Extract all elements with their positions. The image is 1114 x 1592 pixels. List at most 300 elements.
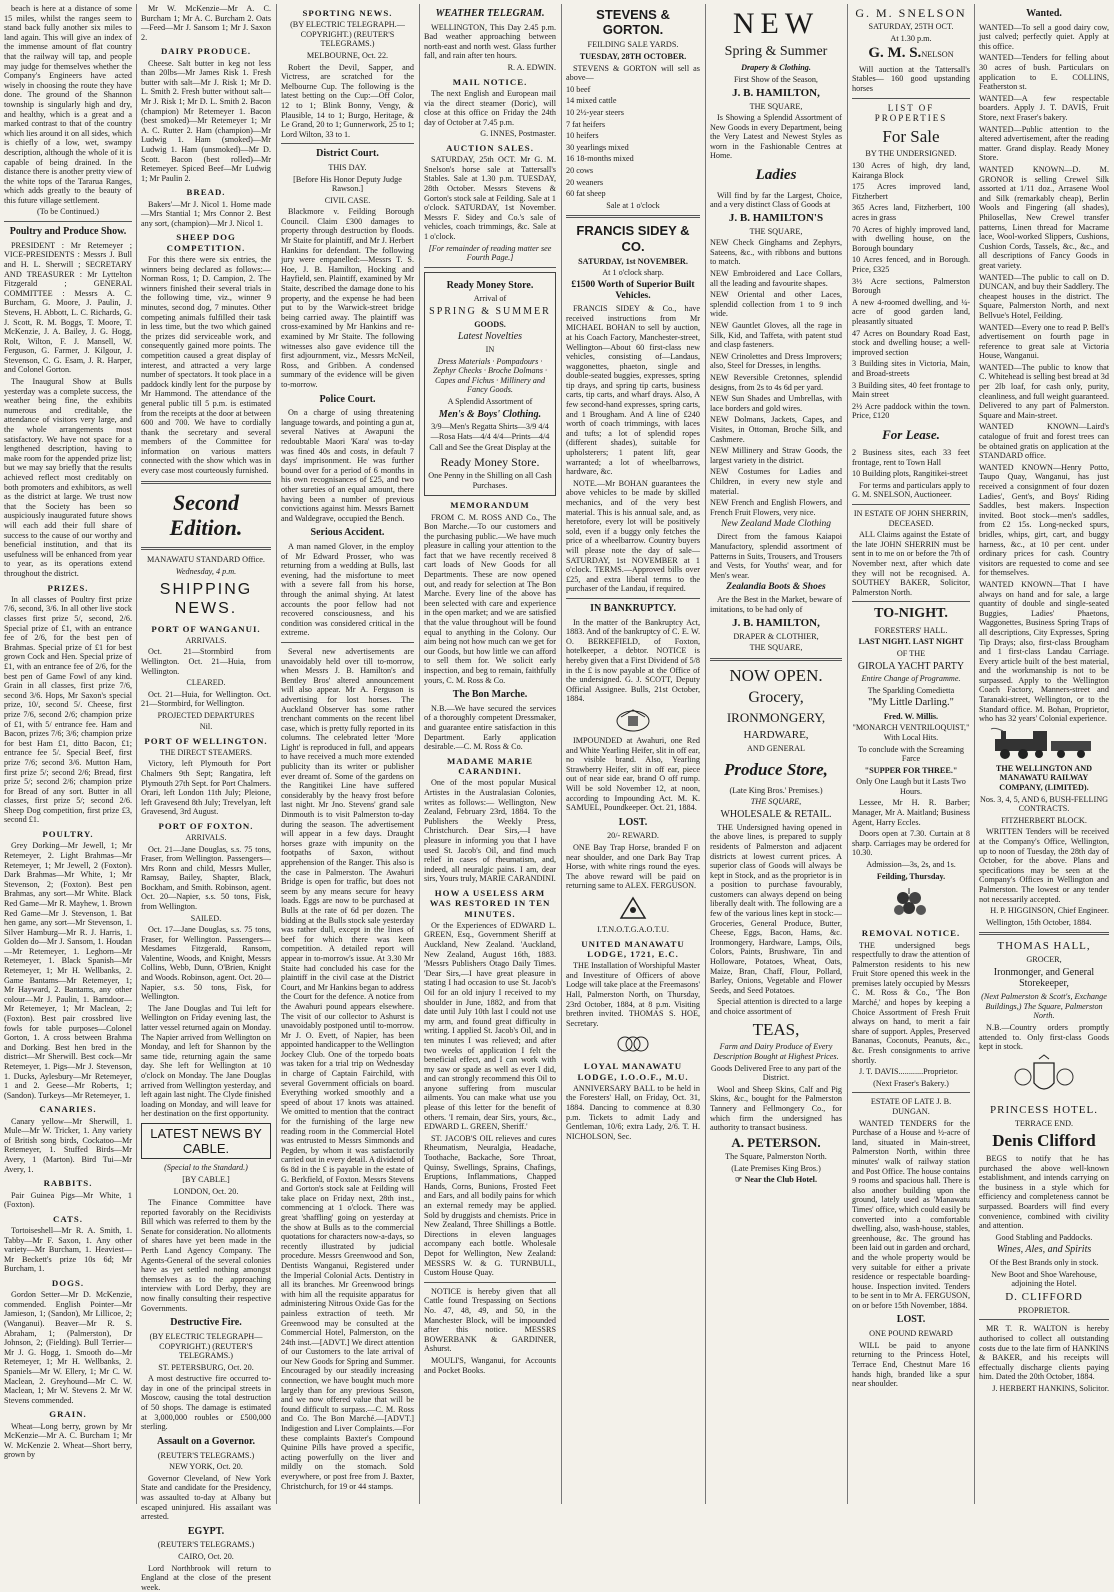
new-items-list (710, 238, 842, 517)
ad-text: To conclude with the Screaming Farce (858, 744, 964, 764)
sub-heading: ARRIVALS. (185, 636, 227, 646)
property-item: 70 Acres of highly improved land, with dwelling house, on the Borough boundary (852, 224, 970, 253)
continued-note: (To be Continued.) (37, 207, 99, 217)
divider (4, 221, 132, 222)
property-item: 10 Acres fenced, and in Borough. Price, £325 (852, 255, 970, 274)
ad-text: Of the Best Brands only in stock. (989, 1258, 1099, 1268)
stock-list (566, 85, 700, 199)
section-heading: LOST. (896, 1314, 926, 1326)
article-text: MOULI'S, Wanganui, for Accounts and Pocket Books. (424, 1355, 556, 1375)
divider (566, 598, 700, 599)
article-text: ST. JACOB'S OIL relieves and cures Rheumatism, Neuralgia, Headache, Toothache, Backache, Sore Throat, Quinsy, Swellings, Sprains, Chafings, Eruptions, Inflammations, Chapped Hands, Corns, Bunions, Frosted Feet and Ears, and all bodily pains for which an external remedy may be applied. Sold by druggists and chemists. Price in New Zealand, Three Shillings a Bottle. Directions in eleven languages accompany each bottle. Wholesale Depot for Wellington, New Zealand: MESSRS W. & G. TURNBULL, Custom House Quay. (424, 1133, 556, 1278)
ad-headline: For Sale (882, 126, 940, 146)
new-item: NEW Embroidered and Lace Collars, all the leading and favourite shapes. (710, 269, 842, 288)
ad-text: TERRACE END. (1014, 1118, 1074, 1128)
article-text: Victory, left Plymouth for Port Chalmers 9th Sept; Rangatira, left Plymouth 27th Sept. for Port Chalmers. Orari, left London 11th July; Pleione, left Gravesend 8th July; Trevelyan, left Gravesend, 3rd August. (141, 759, 271, 817)
article-text: Bakers'—Mr J. Nicol 1. Home made—Mrs Stantial 1; Mrs Connor 2. Best any sort, (champion)—Mr J. Nicol 1. (141, 199, 271, 228)
lodge-emblem-icon (613, 1031, 653, 1057)
article-text: The Inaugural Show at Bulls yesterday was a complete success, the weather being fine, the exhibits numerous and creditable, the attendance of visitors very large, and the whole arrangements most satisfactory. We have not space for a lengthened description, having to make room for the appended prize list; but we may say briefly that the results achieved reflect most creditably on both promoters and exhibitors, as well as the district at large. We trust now that the Society has been so auspiciously inaugurated future shows will each add their full share of success to the cause of our worthy and beneficial institution, and that its usefulness will be enhanced from year to year, as its operations extend throughout the district. (4, 377, 132, 578)
news-heading: Destructive Fire. (170, 1317, 242, 1329)
property-item: 175 Acres improved land, Fitzherbert (852, 182, 970, 201)
ad-text: Admission—3s, 2s, and 1s. (866, 860, 956, 870)
column-3 (281, 4, 414, 1506)
ad-text: Wellington, 15th October, 1884. (986, 917, 1092, 927)
stock-item: 7 fat heifers (566, 119, 606, 129)
article-text: Canary yellow—Mr Sherwill, 1. Mule—Mr W. Tricker, 1. Any variety of British song birds, Cockatoo—Mr Retemeyer, 1. Stuffed Birds—Mr Avery, 1 (Marton). Bird Tui—Mr Avery, 1. (4, 1116, 132, 1174)
section-heading: HOW A USELESS ARM WAS RESTORED IN TEN MINUTES. (429, 887, 551, 919)
ad-text: Farm and Dairy Produce of Every Description Bought at Highest Prices. (713, 1042, 839, 1062)
sub-heading: ARRIVALS. (185, 833, 227, 843)
ad-text: At 1 o'clock sharp. (602, 268, 664, 278)
ad-text: Ironmonger, and General Storekeeper, (993, 966, 1095, 990)
article-text: Oct. 21—Huia, for Wellington. Oct. 21—Stormbird, for Wellington. (141, 689, 271, 709)
article-text: Pair Guinea Pigs—Mr White, 1 (Foxton). (4, 1190, 132, 1210)
article-text: One of the most popular Musical Artistes in the Australasian Colonies, writes as follows:— Wellington, New Zealand, February 23rd, 1884. To the Publishers the Weekly Press, Christchurch. Dear Sirs,—I have pleasure in informing you that I have used St. Jacob's Oil, and find much relief in cases of rheumatism, and, indeed, all neuralgic pains. I am, dear sirs, Yours truly, MARIE CARANDINI. (424, 778, 556, 884)
ad-text: Wines, Ales, and Spirits (996, 1244, 1092, 1256)
ad-headline: Ladies (755, 167, 797, 184)
column-6 (710, 4, 842, 1506)
ad-text: New Boot and Shoe Warehouse, adjoining the Hotel. (991, 1269, 1097, 1289)
ad-text: FEILDING SALE YARDS. (587, 40, 679, 50)
news-heading: District Court. (316, 148, 379, 160)
ad-text: AND GENERAL (747, 744, 805, 754)
stock-item: 10 heifers (566, 131, 599, 141)
article-text: I.T.N.O.T.G.A.O.T.U. (597, 924, 669, 934)
stock-item: 10 beef (566, 84, 591, 94)
ad-text: Nos. 3, 4, 5, AND 6, BUSH-FELLING CONTRACTS. (979, 794, 1109, 814)
ad-text: Dress Materials · Pompadours · Zephyr Checks · Broche Dolmans · Capes and Fichus · Millinery and Fancy Goods. (432, 356, 548, 395)
ad-text: THE SQUARE, (749, 226, 803, 236)
lease-item: 2 Business sites, each 33 feet frontage, rent to Town Hall (852, 448, 970, 467)
sub-heading: (BY ELECTRIC TELEGRAPH.—COPYRIGHT.) (REUTER'S TELEGRAMS.) (290, 20, 405, 49)
new-item: NEW Costumes for Ladies and Children, in every new style and material. (710, 467, 842, 496)
ad-headline: THOMAS HALL, (997, 940, 1091, 953)
ad-headline: Denis Clifford (992, 1131, 1096, 1151)
new-item: NEW Millinery and Straw Goods, the largest variety in the district. (710, 446, 842, 465)
article-text: In all classes of Poultry first prize 7/6, second, 3/6. In all other live stock classes first prize 5/, second, 2/6. Special prize of £1, with an entrance fee of 2/6, for the best pen of Brahmas. Special prize of £1 for best grown Cock and Hen. Special prize of £1, with an entrance fee of 2/6, for the best pen of Game Fowl of any kind. Grain in all classes, first prize 7/6, second 3/6. Hops, Mr Saxon's special prize, 10/, second 5/. Cheese, first prize 7/6, second 2/6; champion prize of £1, with 5/ entrance fee. Ham and Bacon, prizes 7/6; 3/6; champion prize for best Ham £1, ditto Bacon, £1; entrance fee 5/. Special Beef, first prize 7/6; second 3/6. Mutton Ham, first prize 5/; second 2/6; Bread, first prize 5/; second 2/6; champion prize for Bread of any sort. Butter in all classes, first prize 5/; second 2/6. Sheep Dog competition, first prize £3, second £1. (4, 594, 132, 825)
ad-text: Only One Laugh but it Lasts Two Hours. (856, 777, 966, 796)
sub-heading: (Special to the Standard.) (164, 1163, 248, 1173)
ad-text: 3/9—Men's Regatta Shirts—3/9 4/4—Rosa Hats—4/4 4/4—Prints—4/4 (430, 422, 550, 441)
ad-heading: The Bon Marche. (452, 689, 528, 701)
section-heading: MEMORANDUM (450, 500, 530, 511)
wanted-item: WANTED KNOWN—That I have always on hand and for sale, a large quantity of double and single-seated Buggies, Ladies' Phaetons, Waggonettes, Business Spring Traps of all descriptions, City Expresses, Spring Tip Drays; also, first-class Brougham and 1 first-class Landau Carriage. Every article built of the best material, and the workmanship is not to be surpassed. Apply to the Wellington Coach Factory, Manners-street and Taranaki-street, Wellington, or to the Standard office. M. Bohan, Proprietor, who has 32 years' Colonial experience. (979, 579, 1109, 724)
wanted-item: WANTED KNOWN—Laird's catalogue of fruit and forest trees can be obtained gratis on application at the STANDARD office. (979, 422, 1109, 461)
article-text: Oct. 21—Jane Douglas, s.s. 75 tons, Fraser, from Wellington. Passengers—Mrs Ronn and child, Messrs Muller, Ramsay, Bailey, Shapter, Black, Bockham, and Smith. Robinson, agent. Oct. 20—Napier, s.s. 50 tons, Fisk, from Wellington. (141, 844, 271, 912)
ad-text: At 1.30 p.m. (890, 33, 932, 43)
section-heading: LOYAL MANAWATU LODGE, I.O.O.F., M.U. (577, 1061, 689, 1082)
sub-heading: PROJECTED DEPARTURES (157, 710, 255, 720)
ad-text: (Next Fraser's Bakery.) (873, 1078, 949, 1088)
dateline: ST. PETERSBURG, Oct. 20. (158, 1362, 254, 1372)
article-text: ONE Bay Trap Horse, branded F on near shoulder, and one Dark Bay Trap Horse, with white rings round the eyes. The above reward will be paid on returning same to ALEX. FERGUSON. (566, 843, 700, 891)
ad-text: THE SQUARE, (749, 101, 803, 111)
ad-text: Zealandia Boots & Shoes (726, 582, 826, 593)
ad-headline: Spring & Summer (724, 44, 828, 60)
ad-text: Good Stabling and Paddocks. (995, 1232, 1093, 1242)
new-item: NEW Reversible Cretonnes, splendid designs, from 2s to 4s 6d per yard. (710, 372, 842, 392)
section-heading: PRIZES. (47, 582, 89, 593)
section-heading: CANARIES. (39, 1104, 97, 1115)
divider (141, 547, 271, 550)
ad-text: SATURDAY, 1st NOVEMBER. (578, 256, 688, 266)
column-7 (852, 4, 970, 1506)
article-text: THE Installation of Worshipful Master and Investiture of Officers of above Lodge will take place at the Freemasons' Hall, Palmerston North, on Thursday, 23rd October, 1884, at 8 p.m. Visiting brethren invited. THOMAS S. HOE, Secretary. (566, 961, 700, 1028)
ad-text: Call and See the Great Display at the (429, 443, 551, 453)
new-item: NEW Sun Shades and Umbrellas, with lace borders and gold wires. (710, 394, 842, 413)
column-rule (419, 4, 420, 1504)
stock-item: 60 fat sheep (566, 189, 606, 199)
ad-text: J. T. DAVIS............Proprietor. (859, 1067, 958, 1077)
ad-text (852, 45, 970, 63)
column-8 (979, 4, 1109, 1506)
ad-text: NOTE.—Mr BOHAN guarantees the above vehicles to be made by skilled mechanics, and of the very best material. This is his annual sale, and, as heretofore, every lot will be positively sold, even if a buggy only fetches the price of a wheelbarrow. Country buyers will please note the day of sale—SATURDAY, 1st NOVEMBER at 1 o'clock. TERMS.—Approved bills over £25, and extra liberal terms to the purchaser of the Landau, if required. (566, 478, 700, 594)
ad-text: The Square, Palmerston North. (725, 1152, 827, 1162)
section-heading: AUCTION SALES. (446, 142, 534, 153)
ad-text: "SUPPER FOR THREE." (864, 765, 958, 775)
article-text: [For remainder of reading matter see Fourth Page.] (428, 243, 552, 263)
article-text: NOTICE is hereby given that all Cattle found Trespassing on Sections No. 47, 48, 49, and 50, in the Manchester Block, will be impounded after this notice. MESSRS BOWERBANK & GARDINER, Ashurst. (424, 1286, 556, 1354)
ad-text: ONE POUND REWARD (869, 1329, 953, 1339)
ad-text: Ready Money Store. (440, 455, 540, 469)
ad-text: Lessee, Mr H. R. Barber; Manager, Mr A. Maitland; Business Agent, Harry Eccles. (852, 798, 970, 827)
wanted-item: WANTED—The public to know that C. Whitehead is selling best bread at 3d per 2lb loaf, for cash only, purity, cleanliness, and full weight guaranteed. Delivered to any part of Palmerston. Square and Main-street. (979, 362, 1109, 420)
club-note: Near the Club Hotel. (744, 1175, 817, 1185)
ad-text: First Show of the Season, (734, 75, 818, 85)
crest-icon (613, 707, 653, 733)
ad-text: Special attention is directed to a large and choice assortment of (710, 997, 842, 1016)
article-text: On a charge of using threatening language towards, and pointing a gun at, several Natives at Awapuni the redoubtable Maori 'Kara' was to-day was fined 40s and costs, in default 7 days' imprisonment. He was further bound over for a period of 6 months in his own recognisances of £25, and two other sureties of an equal amount, there having been a number of previous convictions against him. Messrs Barnett and Waldegrave, occupied the Bench. (281, 408, 414, 523)
article-text: WELLINGTON, This Day 2.45 p.m. Bad weather approaching between north-east and north west. Glass further fall, and rain after ten hours. (424, 22, 556, 61)
property-item: 3 Building sites in Victoria, Main, and Broad-streets (852, 359, 970, 378)
section-heading: ESTATE OF LATE J. B. DUNGAN. (870, 1097, 952, 1116)
wanted-item: WANTED—The public to call on D. DUNCAN, and buy their Saddlery. The cheapest houses in the district. The Square, Palmerston North, and next Bellvue's Hotel, Feilding. (979, 272, 1109, 320)
ad-text: THE undersigned begs respectfully to draw the attention of Palmerston residents to his new Fruit Store opened this week in the premises lately occupied by Messrs C. M. Ross & Co., 'The Bon Marché,' and hopes by keeping a Choice Assortment of Fresh Fruit always on hand, to merit a fair share of support. Apples, Preserved Bananas, Coconuts, Peanuts, &c., &c. Fresh consignments to arrive shortly. (852, 940, 970, 1065)
news-heading: Serious Accident. (310, 527, 385, 539)
new-item: NEW Crinolettes and Dress Improvers; also, Steel for Dresses, in lengths. (710, 351, 842, 371)
section-heading: CATS. (52, 1213, 83, 1224)
article-text: The Jane Douglas and Tui left for Wellington on Friday evening last, the latter vessel returned again on Monday. The Napier arrived from Wellington on Monday, and left for Shannon by the same tide, returning again the same day. She left for Wellington at 10 o'clock on Monday. The Jane Douglas arrived from Wellington yesterday, and left again last night. The Clyde finished loading on Monday, and will leave for her destination on the first opportunity. (141, 1003, 271, 1119)
ad-text: WANTED TENDERS for the Purchase of a House and ½-acre of land, situated in Main-street, Palmerston North, within three minutes' walk of railway station and Post Office. The house contains 9 rooms and spacious hall. There is also another building upon the ground, lately used as 'Manawatu Times' office, which could easily be converted into a comfortable dwelling, also, wash-house, stables, greenhouse, &c. The ground has been laid out in garden and orchard, and the whole property would be very suitable for either a private residence or respectable boarding-house. Inspection invited. Tenders to be sent in to Mr A. FERGUSON, on or before 15th November, 1884. (852, 1118, 970, 1310)
stock-item: 20 weaners (566, 177, 604, 187)
ad-text: SPRING & SUMMER (429, 306, 551, 317)
article-text: The next English and European mail via the direct steamer (Doric), will close at this office on Friday the 24th day of October at 7.45 p.m. (424, 88, 556, 127)
ad-headline: NOW OPEN. (729, 665, 823, 685)
ad-text: DRAPER & CLOTHIER, (733, 631, 819, 641)
divider (852, 1092, 970, 1093)
ad-text: (Late Premises King Bros.) (731, 1163, 821, 1173)
ad-text: MR T. R. WALTON is hereby authorised to collect all outstanding costs due to the late firm of HANKINS & BAKER, and his receipts will effectually discharge clients paying him. Dated the 20th October, 1884. (979, 1324, 1109, 1382)
lease-item: 10 Building plots, Rangitikei-street (852, 469, 968, 479)
ready-money-store-ad (424, 272, 556, 497)
article-text: N.B.—We have secured the services of a thoroughly competent Dressmaker, and guarantee entire satisfaction in this Department. Early application desirable.—C. M. Ross & Co. (424, 703, 556, 752)
ad-headline: For Lease. (882, 426, 940, 442)
ad-text: IN (485, 344, 495, 354)
article-text: Oct. 21—Stormbird from Wellington. Oct. 21—Huia, from Wellington. (141, 647, 271, 676)
divider (979, 1319, 1109, 1320)
ad-text: J. B. HAMILTON'S (728, 211, 824, 224)
divider (424, 267, 556, 268)
section-heading: SHEEP DOG COMPETITION. (166, 232, 246, 253)
divider (141, 481, 271, 484)
ad-text: TUESDAY, 28TH OCTOBER. (579, 52, 687, 61)
weather-heading: WEATHER TELEGRAM. (435, 8, 545, 19)
article-text: For this there were six entries, the winners being declared as follows:—Norman Ross, 1; D. Campion, 2. The winners finished their several trials in the following time, viz., winner 9 minutes, second dog, 7 minutes. Other competing animals fulfilled their task in less time, but the two which gained the prizes did serviceable work, and consequently gained more points. The competition caused a great display of interest, and attracted a very large number of spectators. It took place in a paddock kindly lent for the purpose by Mr Hammond. The attendance of the general public till 5 p.m. is estimated from the receipts at the door at between 600 and 700. We have to cordially thank the secretary and several members of the Committee for information on various matters connected with the show which was in every case most courteously furnished. (141, 255, 271, 476)
ad-text: Feilding, Thursday. (876, 871, 946, 881)
dateline: CAIRO, Oct. 20. (178, 1551, 234, 1561)
divider (566, 215, 700, 218)
ad-text: FRANCIS SIDEY & Co., have received instructions from Mr MICHAEL BOHAN to sell by auction, at his Coach Factory, Manchester-street, Wellington—About 60 first-class new vehicles, consisting of—Landaus, waggonettes, phaeton, single and double-seated buggies, expresses, spring tip drays, and spring tip carts, business carts, tip carts, and wharf drays. Also, A few second-hand expresses, spring carts, and 1 Brougham. And A line of £240 worth of coach trimmings, with laces and tufts; a lot of splendid ropes (different shades), suitable for upholsterers; 1 patent lift, gear warranted; a lot of wheelbarrows, hardware, &c. (566, 304, 700, 477)
masonic-emblem-icon (615, 894, 651, 922)
ad-heading: Ready Money Store. (446, 279, 534, 291)
ad-text: A. PETERSON. (731, 1134, 821, 1150)
ad-text: THE SQUARE, (750, 797, 802, 807)
ad-text: OF THE (896, 648, 926, 658)
divider (281, 143, 414, 144)
ad-headline: TO-NIGHT. (874, 606, 948, 622)
article-text: Mr W. McKenzie—Mr A. C. Burcham 1; Mr A. C. Burcham 2. Oats—Feed—Mr J. Sansom 1; Mr J. Saxon 2. (141, 4, 271, 42)
time-line: Wednesday, 4 p.m. (175, 566, 237, 576)
port-heading: PORT OF WANGANUI. (151, 623, 261, 634)
article-text: Tortoiseshell—Mr R. A. Smith, 1. Tabby—Mr F. Saxon, 1. Any other variety—Mr Burcham, 1. Heaviest—Mr Beckett's prize 10s 6d; Mr Burcham, 1. (4, 1225, 132, 1274)
ad-text: "My Little Darling." (868, 697, 954, 709)
signature: J. HERBERT HANKINS, Solicitor. (992, 1383, 1109, 1393)
property-item: 47 Acres on Boundary Road East, stock and dwelling house; a well-improved section (852, 328, 970, 357)
property-item: 365 Acres land, Fitzherbert, 100 acres in grass (852, 203, 970, 223)
ad-text: D. CLIFFORD (1005, 1290, 1083, 1303)
dateline: MELBOURNE, Oct. 22. (306, 51, 389, 61)
office-line: MANAWATU STANDARD Office. (147, 555, 265, 565)
article-text: FROM C. M. ROSS AND Co., The Bon Marche.—To our customers and the purchasing public.—We have much pleasure in calling your attention to the fact that we have recently received 8 cart loads of New Goods for all Departments. These are now opened out, and ready for selection at The Bon Marche. Every line of the above has been selected with care and experience in the open market; and we are satisfied that the value throughout will be found equal to anything in the Colony. Our aim being not how much can we get for our Goods, but how little we can afford to sell them for. We solicit early inspection, and beg to remain, faithfully yours, C. M. Ross & Co. (424, 512, 556, 685)
ad-heading: FRANCIS SIDEY & CO. (576, 223, 690, 254)
ad-text: Latest Novelties (457, 331, 523, 343)
article-text: Cheese. Salt butter in keg not less than 20lbs—Mr James Risk 1. Fresh butter with salt—Mr J. Risk 1; Mr D. L. Smith 2. Fresh butter without salt—Mr J. Risk 1; Mr D. L. Smith 2. Bacon (champion) Mr Retemeyer 1. Bacon (best smoked)—Mr Retemeyer 1; Mr A. C. Rutter 2. Ham (champion)—Mr Ludwig 1. Ham (smoked)—Mr Ludwig 1. Ham (unsmoked)—Mr D. Scott. Bacon (best rolled)—Mr Retemeyer. Spiced Beef—Mr Ludwig 1; Mr Paulin 2. (141, 58, 271, 183)
ad-text: WILL be paid to anyone returning to the Princess Hotel, Terrace End, Chestnut Mare 16 hands high, branded like a spur near shoulder. (852, 1340, 970, 1389)
column-1 (4, 4, 132, 1506)
article-text: In the matter of the Bankruptcy Act, 1883. And of the bankruptcy of C. E. W. O. BERKEFIELD, of Foxton, hotelkeeper, a debtor. NOTICE is hereby given that a First Dividend of 5/8 in the £ is now payable at the Office of the undersigned. G. J. SCOTT, Deputy Official Assignee. Bulls, 21st October, 1884. (566, 617, 700, 704)
ad-text: Drapery & Clothing. (741, 63, 811, 73)
ad-headline: Grocery, (748, 688, 804, 706)
ad-text: LAST NIGHT. LAST NIGHT (858, 637, 964, 647)
ad-text: GIROLA YACHT PARTY (857, 660, 965, 672)
ad-text: Arrival of (473, 294, 507, 304)
article-text: Nil. (199, 722, 213, 732)
ad-text: J. B. HAMILTON, (732, 86, 820, 99)
wanted-item: WANTED—Every one to read P. Bell's advertisement on fourth page in reference to great sale at Victoria House, Wanganui. (979, 322, 1109, 361)
new-item: NEW Oriental and other Laces, splendid collection from 1 to 9 inch wide. (710, 290, 842, 319)
port-heading: PORT OF FOXTON. (158, 820, 254, 831)
ad-text: A Splendid Assortment of (447, 396, 533, 406)
ad-text: For terms and particulars apply to G. M. SNELSON, Auctioneer. (852, 480, 970, 500)
ad-text: (Late King Bros.' Premises.) (729, 785, 823, 795)
sub-heading: SAILED. (190, 913, 222, 923)
ad-text: PROPRIETOR. (1018, 1305, 1070, 1315)
sub-heading: [Before His Honor Deputy Judge Rawson.] (293, 174, 402, 194)
ad-text: Are the Best in the Market, beware of imitations, to be had only of (710, 595, 842, 615)
signature: G. INNES, Postmaster. (480, 129, 556, 139)
ad-heading: G. M. SNELSON (855, 6, 967, 20)
article-text: Lord Northbrook will return to England at the close of the present week. (141, 1563, 271, 1592)
ad-text: ALL Claims against the Estate of the late JOHN SHERRIN must be sent in to me on or before the 7th of November next, after which date they will not be recognised. A. SOUTHEY BAKER, Solicitor, Palmerston North. (852, 530, 970, 597)
divider (979, 932, 1109, 935)
new-item: NEW French and English Flowers, and French Fruit Flowers, very nice. (710, 498, 842, 517)
wanted-list (979, 23, 1109, 724)
article-text: Governor Cleveland, of New York State and candidate for the Presidency, was assaulted to-day at Albany but escaped uninjured. His assailant was arrested. (141, 1473, 271, 1522)
column-5 (566, 4, 700, 1506)
ad-text: THE SQUARE, (749, 643, 803, 653)
ad-text: GROCER, (1026, 955, 1062, 965)
stock-item: 14 mixed cattle (566, 96, 617, 106)
pointing-hand-icon: ☞ (734, 1175, 745, 1185)
ad-text: THE Undersigned having opened in the above lines, is prepared to supply residents of Palmerston and adjacent districts at lowest current prices. A superior class of Goods will always be kept in Stock, and as the proprietor is in a position to purchase favourably, customers can always depend on being liberally dealt with. The following are a few of the various lines kept in stock:— Groceries, General Produce, Butter, Cheese, Eggs, Bacon, Hams, &c. Ironmongery, Hardware, Lamps, Oils, Colors, Paints, Brushware, Tin and Holloware, Potatoes, Wheat, Oats, Maize, Bran, Chaff, Flour, Pollard, Barley, Onions, Vegetable and Flower Seeds, and Seed Potatoes. (710, 822, 842, 995)
signature: R. A. EDWIN. (507, 63, 556, 73)
divider (852, 504, 970, 505)
article-text: Several new advertisements are unavoidably held over till to-morrow, when Messrs J. B. Hamilton's and Bentley Bros' altered announcement will also appear. Mr A. Ferguson is advertising for lost horses. The Auckland Observer has some rather trenchant comments on the recent libel case, which is pretty fully reported in its columns. The celebrated letter 'More Light' is reproduced in full, and appears to have received a much more extended publicity than its writer or publisher ever dreamt of. Some of the gardens on the Rangitikei Line have suffered considerably by the heavy frost before last night. Mr Jno. Stevens' grand sale Dinmouth is to visit Palmerston to-day during the season. The advertisement will appear in a few days. Draught horses graze with impunity on the footpaths of Saxon, without apprehension of the Ranger. This also is the case in Palmerston. The Awahuri Bridge is open for traffic, but does not seem by any means secure for heavy loads. Eggs are now to be purchased at Bulls at the rate of 6d per dozen. The bidding at the Bulls stock sale yesterday was rather dull, except in the lines of beef for which there was keen competition. A detailed report will appear in to-morrow's issue. At 3.30 Mr Staite had concluded his case for the plaintiff in the civil case at the District Court, and Mr Hankins began to address the Court for the defence. A notice from the Awahuri pound appears elsewhere. The visit of our collector to Ashurst is unavoidably postponed until to-morrow. Mr J. O. Evett, of Napier, has been appointed handicapper to the Wellington Jockey Club. One of the torpedo boats was taken for a trial trip on Wednesday in charge of Captain Fairchild, with several Government officials on board. Everything worked smoothly and a speed of about 17 knots was attained. We omitted to mention that the contract for the furnishing of the large new reading room in the Commercial Hotel was entrusted to Messrs Simmonds and Pegden, by whom it was satisfactorily carried out in every detail. A dividend of 6s 8d in the £ is payable in the estate of G. Berkfield, of Foxton. Messrs Stevens and Gorton's stock sale at Feilding will take place on Friday next, 28th inst., commencing at 1 o'clock. There was great 'shaffling' going on yesterday at the show at Bulls as to the commercial quotations for characters now-a-days, so recently illustrated by judicial procedure. Messrs Greenwood and Son, Dentists Wanganui, Registered under the Imperial Colonial Acts. Dentistry in all its branches. Mr Greenwood brings with him all the requisite apparatus for administering Nitrous Oxide Gas for the painless extraction of teeth. Mr Greenwood may be consulted at the Commercial Hotel, Palmerston, on the 24th inst.—[ADVT.] We direct attention of our Customers to the late arrival of our New Goods for Spring and Summer. Encouraged by our steadily increasing connection, we have bought much more largely than for any previous Season, and we now offered value that will be found difficult to surpass.—C. M. Ross and Co. The Bon Marché.—[ADVT.] Indigestion and Liver Complaints.—For these complaints Baxter's Compound Quinine Pills have proved a specific, acting powerfully on the liver and mildly on the stomach. Sold everywhere, or post free from J. Baxter, Christchurch, for 19 or 44 stamps. (281, 646, 414, 1491)
column-2 (141, 4, 271, 1592)
new-item: NEW Check Ginghams and Zephyrs, Sateens, &c., with ribbons and buttons to match. (710, 238, 842, 267)
ad-text: One Penny in the Shilling on all Cash Purchases. (428, 471, 552, 490)
properties-list (852, 161, 970, 421)
section-heading: REMOVAL NOTICE. (861, 928, 961, 939)
article-text: PRESIDENT : Mr Retemeyer ; VICE-PRESIDENTS : Messrs J. Bull and H. L. Sherwill ; SECRETARY AND TREASURER : Mr Lyttelton Fitzgerald ; GENERAL COMMITTEE : Messrs A. C. Burcham, G. Moore, J. Paulin, J. Stevens, H. Abbott, L. C. Richards, G. J. Scott, R. M. Boggs, T. Moore, T. McKenzie, J. A. Bailey, J. G. Hogg, Rolt, Wilton, F. J. Mansell, W. Ferguson, G. Farmer, J. Kilgour, J. Stevenson, C. G. Esam, J. R. Harper, and Colonel Gorton. (4, 240, 132, 375)
section-heading: GRAIN. (49, 1409, 87, 1420)
article-text: Blackmore v. Feilding Borough Council. Claim £300 damages to property through destruction by floods. Mr Staite for plaintiff, and Mr J. Herbert Hankins for defendant. The following jury were empanelled:—Messrs T. S. Hoe, J. B. Hamilton, Hocking and Hayfield, sen. Plaintiff, examined by Mr Staite, described the damage done to his property, and the expense he had been put to by the Warwick-street bridge being carried away. The plaintiff was cross-examined by Mr Hankins and re-examined by Mr Staite. The following witnesses also gave evidence till the first adjournment, viz., Messrs McNeil, Ross, and Gribben. A condensed summary of the evidence will be given to-morrow. (281, 207, 414, 389)
wanted-item: WANTED KNOWN—D. M. GRONOR is selling Crewel Silk assorted at 1/11 doz., Arrasene Wool and Silk (remarkably cheap), Berlin Wools and Fingering (all shades), Philosellas, New Crewel transfer patterns, Linen thread for Macrame lace, Wool-worked Slippers, Cushions, Cushion Cords, Tassels, &c., &c., and all descriptions of Fancy Goods in great variety. (979, 165, 1109, 270)
ad-text: SATURDAY, 25TH OCT. (868, 22, 954, 32)
property-item: 130 Acres of high, dry land, Kairanga Block (852, 161, 970, 180)
sub-heading: (REUTER'S TELEGRAMS.) (157, 1540, 255, 1550)
ad-text: Doors open at 7.30. Curtain at 8 sharp. Carriages may be ordered for 10.30. (852, 829, 970, 858)
ad-text: New Zealand Made Clothing (720, 519, 832, 530)
ad-text: Sale at 1 o'clock (606, 200, 660, 210)
section-heading: LOST. (618, 816, 648, 828)
article-text: Or the Experiences of EDWARD L. GREEN, Esq., Government Sheriff at Auckland, New Zealand. 'Auckland, New Zealand, August 16th, 1883. 'Messrs Publishers Otago Daily Times. 'Dear Sirs,—I have great pleasure in stating I had occasion to use St. Jacob's Oil for an old injury I received to my shoulder in June, 1882, and from that date until July 10th last I could not use my arm, and found great difficulty in writing. I applied St. Jacob's Oil, and in ten minutes I was relieved; and after two weeks of application I felt the beneficial effect, and I can work with my saw or spade as well as ever I did, and can strongly recommend this Oil to anyone suffering from muscular ailments. You can make what use you please of this letter for the benefit of others. 'I remain, dear Sirs, yours, &c., EDWARD L. GREEN, Sheriff.' (424, 920, 556, 1132)
wanted-item: WANTED KNOWN—Henry Potto, Taupo Quay, Wanganui, has just received a consignment of four dozen Ladies', Gent's, and Boys' Riding Saddles, best makers. Inspection invited. Boot stock—men's saddles, from £2 15s. Long-necked spurs, bridles, whips, girt, cart, and buggy harness, &c., at 10 per cent. under ordinary prices for cash. Country visitors are requested to come and see for themselves. (979, 462, 1109, 578)
news-heading: EGYPT. (187, 1525, 225, 1537)
ad-headline: PRINCESS HOTEL. (990, 1103, 1098, 1116)
wanted-item: WANTED—To sell a good dairy cow, just calved; perfectly quiet. Apply at this office. (979, 22, 1109, 51)
sub-heading: THIS DAY. (328, 163, 367, 173)
ad-headline: HARDWARE, (743, 728, 809, 741)
ad-heading: STEVENS & GORTON. (596, 7, 670, 38)
column-rule (276, 4, 277, 1504)
cable-news-title: LATEST NEWS BY CABLE. (141, 1123, 271, 1159)
ad-heading: LIST OF PROPERTIES (874, 102, 948, 124)
show-heading: Poultry and Produce Show. (9, 226, 127, 238)
stock-item: 16 18-months mixed (566, 154, 634, 164)
divider (852, 98, 970, 99)
ad-text: WRITTEN Tenders will be received at the Company's Office, Wellington, up to noon of Tuesday, the 28th day of October, for the above. Plans and specifications may be seen at the Company's Offices in Wellington and Palmerston. The lowest or any tender not necessarily accepted. (979, 827, 1109, 904)
ad-text: (Next Palmerston & Scott's, Exchange Buildings,) The Square, Palmerston North. (981, 992, 1107, 1021)
locomotive-icon (989, 727, 1099, 761)
property-item: 2½ Acre paddock within the town. Price, £120 (852, 401, 970, 421)
ad-text: Is Showing a Splendid Assortment of New Goods in every Department, being the Very Latest and Newest Styles as worn in the Fashionable Centres at Home. (710, 113, 842, 161)
ad-text: Men's & Boys' Clothing. (438, 408, 542, 420)
sub-heading: THE DIRECT STEAMERS. (159, 747, 253, 757)
ad-headline: Produce Store, (724, 759, 828, 779)
section-heading: THE WELLINGTON AND MANAWATU RAILWAY COMPANY, (LIMITED). (995, 763, 1093, 793)
wanted-item: WANTED—Public attention to the altered advertisement, after the reading matter. Grand display. Ready Money Store. (979, 124, 1109, 163)
signature: H. P. HIGGINSON, Chief Engineer. (990, 906, 1109, 916)
article-text: beach is here at a distance of some 15 miles, whilst the ranges seem to stand back fully another six miles to land again. This will give an index of the immense amount of flat country that the railway will tap, and people may judge for themselves whether the Company's Engineers have acted wisely in choosing the route they have done. The ground of the Shannon township is singularly high and dry, and healthy, which is a great and a marked contrast to that of the country which lies around it on all sides, which is chiefly of a low, wet, swampy description, although the whole of it is capable of being drained. In the distance there is another pretty view of the white tops of the Tararua Ranges, which adds greatly to the beauty of this future village settlement. (4, 4, 132, 205)
ad-text (710, 1175, 842, 1185)
ad-text: Will find by far the Largest, Choice, and a very distinct Class of Goods at (710, 190, 842, 210)
news-heading: Assault on a Governor. (157, 1435, 255, 1447)
section-heading: UNITED MANAWATU LODGE, 1721, E.C. (581, 938, 685, 959)
stock-item: 30 yearlings mixed (566, 142, 629, 152)
section-heading: IN ESTATE OF JOHN SHERRIN, DECEASED. (853, 509, 969, 528)
ad-text: BY THE UNDERSIGNED. (865, 149, 957, 159)
article-text: Robert the Devil, Sapper, and Victress, are scratched for the Melbourne Cup. The following is the latest betting on the Cup:—Off Color, 12 to 1; Blink Bonny, Vengy, & Plausible, 14 to 1; Burgo, Heritage, & Le Grand, 20 to 1; Gunnerwork, 25 to 1; Lord Wilton, 33 to 1. (281, 62, 414, 139)
wanted-heading: Wanted. (1026, 8, 1062, 19)
divider (710, 658, 842, 661)
divider (852, 601, 970, 602)
ad-headline: G. M. S. (868, 45, 922, 62)
article-text: Wheat—Long berry, grown by Mr McKenzie—Mr A. C. Burcham 1; Mr W. McKenzie 2. Wheat—Short berry, grown by (4, 1421, 132, 1460)
section-heading: DAIRY PRODUCE. (160, 46, 252, 57)
section-heading: POULTRY. (42, 829, 94, 840)
ad-headline: TEAS, (752, 1019, 800, 1039)
ad-headline: NEW (732, 7, 820, 40)
column-rule (561, 4, 562, 1504)
article-text: Grey Dorking—Mr Jewell, 1; Mr Retemeyer, 2. Light Brahmas—Mr Retemeyer, 1; Mr Jewell, 2 (Foxton). Dark Brahmas—Mr White, 1; Mr Stevenson, 2; (Foxton). Best pen Brahmas, any sort—Mr White. Black Red Game—Mr R. Mayhew, 1. Brown Red Game—Mr J. Stevenson, 1. Bat hen game, any sort—Mr Stevenson, 1. Silver Hamburg—Mr R. J. Harris, 1. Golden do—Mr J. Sansom, 1. Houdan—Mr Retemeyer, 1. Leghorn—Mr Retemeyer, 1. Black Spanish—Mr Retemeyer, 1; Mr H. Wellbanks, 2. Game Bantams—Mr Retemeyer, 1; Mr Hayward, 2. Bantams, any other colour—Mr J. Paulin, 1. Barndoor—Mr Retemeyer, 1; Mr Maclean, 2; (Foxton). Best pair crossbred live fowls for table purposes—Colonel Gorton, 1. A cross between Brahma and Dorking. Best hen bred in the district—Mr Sherwill. Best cock—Mr Retemeyer, 1. Pigs—Mr J. Stevenson, 1. Ducks, Aylesbury—Mr Retemeyer, 1 and 2. Geese—Mr Roberts, 1; (Sandon). Turkeys—Mr Retemeyer, 1. (4, 841, 132, 1100)
section-heading: MAIL NOTICE. (452, 76, 528, 87)
news-heading: Police Court. (319, 393, 376, 405)
article-text: IMPOUNDED at Awahuri, one Red and White Yearling Heifer, slit in off ear, no visible brand. Also, Yearling Strawberry Heifer, slit in off ear, piece out of near side ear, brand O off rump. Will be sold November 12, at noon, according to Impounding Act. M. K. SAMUEL, Poundkeeper. Oct. 21, 1884. (566, 735, 700, 813)
ad-text: "MONARCH VENTRILOQUIST," With Local Hits. (852, 723, 970, 742)
section-heading: SPORTING NEWS. (302, 8, 393, 18)
port-heading: PORT OF WELLINGTON. (144, 735, 268, 746)
stock-item: 10 2½-year steers (566, 107, 624, 117)
article-text: A man named Glover, in the employ of Mr Edward Prosser, who was returning from a wedding at Bulls, last evening, had the misfortune to meet with a severe fall from his horse, through the animal shying. At latest accounts the poor fellow had not recovered consciousness, and his condition was considered critical in the extreme. (281, 542, 414, 638)
section-heading: IN BANKRUPTCY. (590, 602, 676, 614)
column-rule (136, 4, 137, 1504)
sub-heading: CLEARED. (186, 678, 226, 688)
article-text: ANNIVERSARY BALL to be held in the Foresters' Hall, on Friday, Oct. 31, 1884. Dancing to commence at 8.30 p.m. Tickets to admit Lady and Gentleman, 10/6; extra Lady, 2/6. T. H. NICHOLSON, Sec. (566, 1083, 700, 1141)
lease-list (852, 448, 970, 479)
column-rule (847, 4, 848, 1504)
divider (424, 1282, 556, 1283)
second-edition-title: Second Edition. (169, 489, 243, 541)
dateline: NEW YORK, Oct. 20. (169, 1462, 243, 1472)
article-text: The Finance Committee have reported favorably on the Recidivists Bill which was referred to them by the Senate for consideration. No allotments of shares have yet been made in the Perth Land Agency Company. The Agents-General of the several colonies have as yet settled nothing amongst themselves as to the approaching interview with Lord Derby, they are now finally consulting their respective Governments. (141, 1198, 271, 1313)
ad-text: £1500 Worth of Superior Built Vehicles. (571, 279, 695, 302)
section-heading: BREAD. (186, 187, 226, 198)
divider (281, 642, 414, 643)
new-item: NEW Dolmans, Jackets, Capes, and Visites, in Ottoman, Broche Silk, and Cashmere. (710, 415, 842, 444)
section-heading: DOGS. (51, 1277, 85, 1288)
sub-heading: (REUTER'S TELEGRAMS.) (157, 1450, 255, 1460)
new-item: NEW Gauntlet Gloves, all the rage in Silk, Kid, and Taffeta, with patent stud and clasp fasteners. (710, 321, 842, 350)
sub-heading: (BY ELECTRIC TELEGRAPH—COPYRIGHT.) (REUTER'S TELEGRAMS.) (149, 1331, 263, 1361)
ad-text: FITZHERBERT BLOCK. (1001, 815, 1087, 825)
ad-text: FORESTERS' HALL. (874, 625, 948, 635)
article-text: A most destructive fire occurred to-day in one of the principal streets in Moscow, causing the total destruction of 50 shops. The damage is estimated at 3,000,000 roubles or £500,000 sterling. (141, 1374, 271, 1432)
column-rule (705, 4, 706, 1504)
ad-text: Goods Delivered Free to any part of the District. (710, 1063, 842, 1083)
ad-text: Wool and Sheep Skins, Calf and Pig Skins, &c., bought for the Palmerston Tannery and Fellmongery Co., for which firm the undersigned has authority to transact business. (710, 1084, 842, 1133)
ad-text: NELSON (921, 50, 954, 60)
ad-text: J. B. HAMILTON, (732, 616, 820, 629)
dateline: LONDON, Oct. 20. (173, 1186, 239, 1196)
ad-text: Will auction at the Tattersall's Stables— 160 good upstanding horses (852, 64, 970, 93)
ad-text: Direct from the famous Kaiapoi Manufactory, splendid assortment of Patterns in Suits, Trousers, and Trousers and Vests, for Youths' wear, and for Men's wear. (710, 532, 842, 580)
coat-of-arms-icon (1009, 1055, 1079, 1101)
ad-text: GOODS. (474, 319, 506, 329)
article-text: 20/- REWARD. (607, 831, 659, 841)
property-item: 3½ Acre sections, Palmerston Borough (852, 276, 970, 296)
fruit-bunch-icon (881, 884, 941, 924)
